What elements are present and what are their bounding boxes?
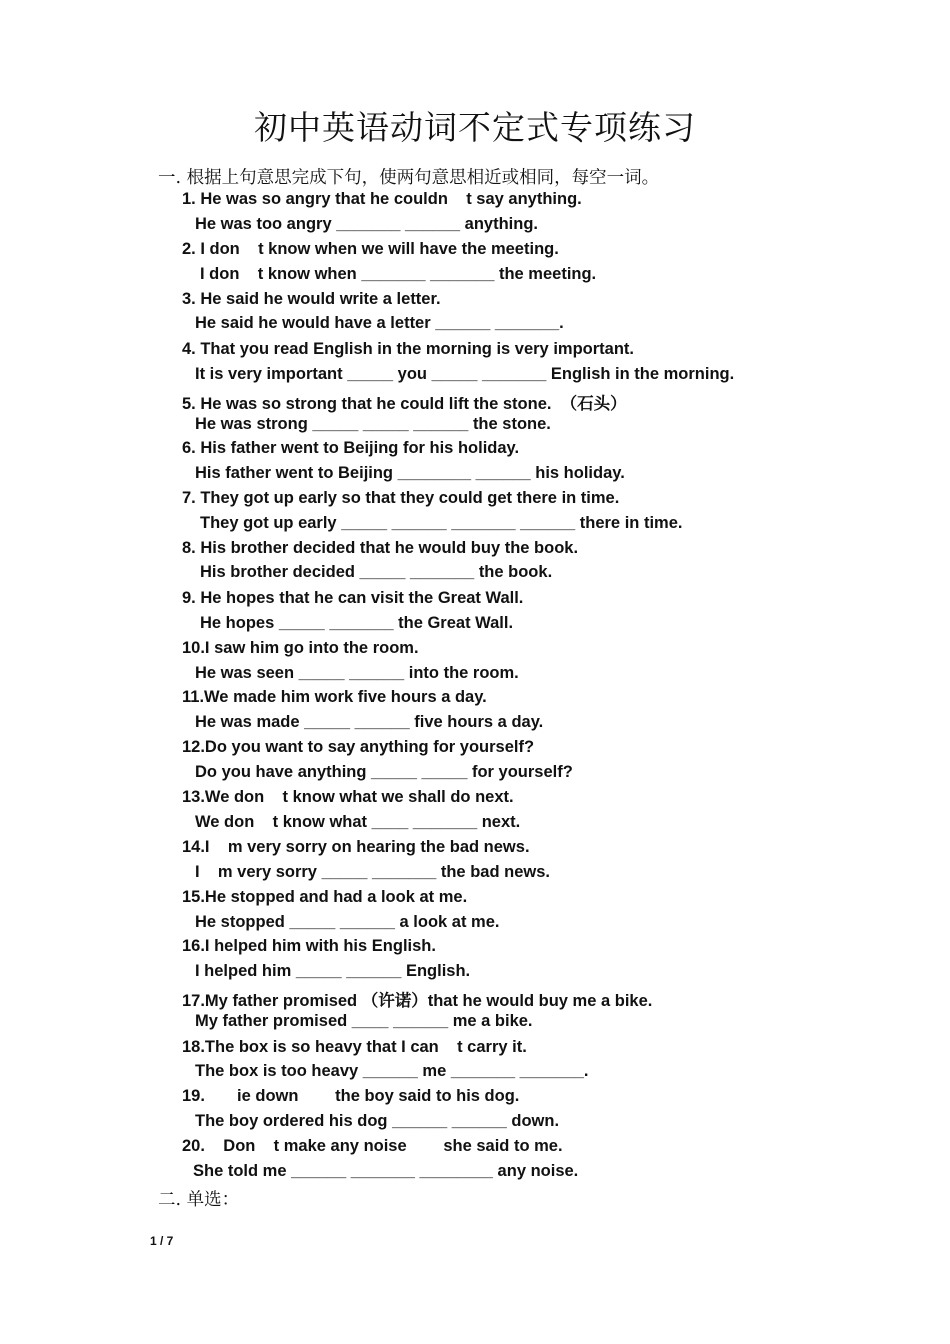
question-line: 10.I saw him go into the room.	[182, 639, 419, 657]
question-line: 11.We made him work five hours a day.	[182, 688, 487, 706]
answer-line: His father went to Beijing ________ ______ his holiday.	[195, 464, 625, 482]
answer-line: My father promised ____ ______ me a bike.	[195, 1012, 533, 1030]
question-line: 3. He said he would write a letter.	[182, 290, 441, 308]
question-line: 15.He stopped and had a look at me.	[182, 888, 468, 906]
answer-line: She told me ______ _______ ________ any noise.	[193, 1162, 579, 1180]
answer-line: I m very sorry _____ _______ the bad news.	[195, 863, 550, 881]
answer-line: He was seen _____ ______ into the room.	[195, 664, 519, 682]
question-line: 12.Do you want to say anything for yourself?	[182, 738, 535, 756]
question-line: 20. Don t make any noise she said to me.	[182, 1137, 563, 1155]
question-line: 8. His brother decided that he would buy the book.	[182, 539, 579, 557]
question-line: 19. ie down the boy said to his dog.	[182, 1087, 520, 1105]
answer-line: He stopped _____ ______ a look at me.	[195, 913, 500, 931]
section-two-heading: 二. 单选：	[158, 1190, 240, 1210]
answer-line: He was too angry _______ ______ anything.	[195, 215, 538, 233]
answer-line: Do you have anything _____ _____ for yourself?	[195, 763, 573, 781]
question-line: 6. His father went to Beijing for his holiday.	[182, 439, 520, 457]
page-number: 1 / 7	[150, 1234, 174, 1248]
question-line: 5. He was so strong that he could lift the stone. （石头）	[182, 395, 627, 413]
answer-line: It is very important _____ you _____ _______ English in the morning.	[195, 365, 735, 383]
answer-line: They got up early _____ ______ _______ ______ there in time.	[200, 514, 683, 532]
answer-line: The boy ordered his dog ______ ______ down.	[195, 1112, 560, 1130]
answer-line: He said he would have a letter ______ _______.	[195, 314, 564, 332]
answer-line: I helped him _____ ______ English.	[195, 962, 471, 980]
question-line: 7. They got up early so that they could get there in time.	[182, 489, 620, 507]
question-line: 9. He hopes that he can visit the Great Wall.	[182, 589, 524, 607]
question-line: 2. I don t know when we will have the meeting.	[182, 240, 559, 258]
answer-line: I don t know when _______ _______ the meeting.	[200, 265, 597, 283]
answer-line: He was strong _____ _____ ______ the stone.	[195, 415, 551, 433]
document-title: 初中英语动词不定式专项练习	[254, 108, 696, 147]
question-line: 13.We don t know what we shall do next.	[182, 788, 514, 806]
answer-line: He was made _____ ______ five hours a day.	[195, 713, 544, 731]
section-one-heading: 一. 根据上句意思完成下句，使两句意思相近或相同，每空一词。	[158, 168, 660, 188]
question-line: 14.I m very sorry on hearing the bad news.	[182, 838, 530, 856]
answer-line: The box is too heavy ______ me _______ _______.	[195, 1062, 589, 1080]
question-line: 1. He was so angry that he couldn t say anything.	[182, 190, 582, 208]
answer-line: His brother decided _____ _______ the book.	[200, 563, 553, 581]
answer-line: He hopes _____ _______ the Great Wall.	[200, 614, 514, 632]
question-line: 17.My father promised （许诺）that he would buy me a bike.	[182, 992, 653, 1010]
question-line: 16.I helped him with his English.	[182, 937, 436, 955]
answer-line: We don t know what ____ _______ next.	[195, 813, 521, 831]
question-line: 4. That you read English in the morning is very important.	[182, 340, 634, 358]
question-line: 18.The box is so heavy that I can t carry it.	[182, 1038, 527, 1056]
